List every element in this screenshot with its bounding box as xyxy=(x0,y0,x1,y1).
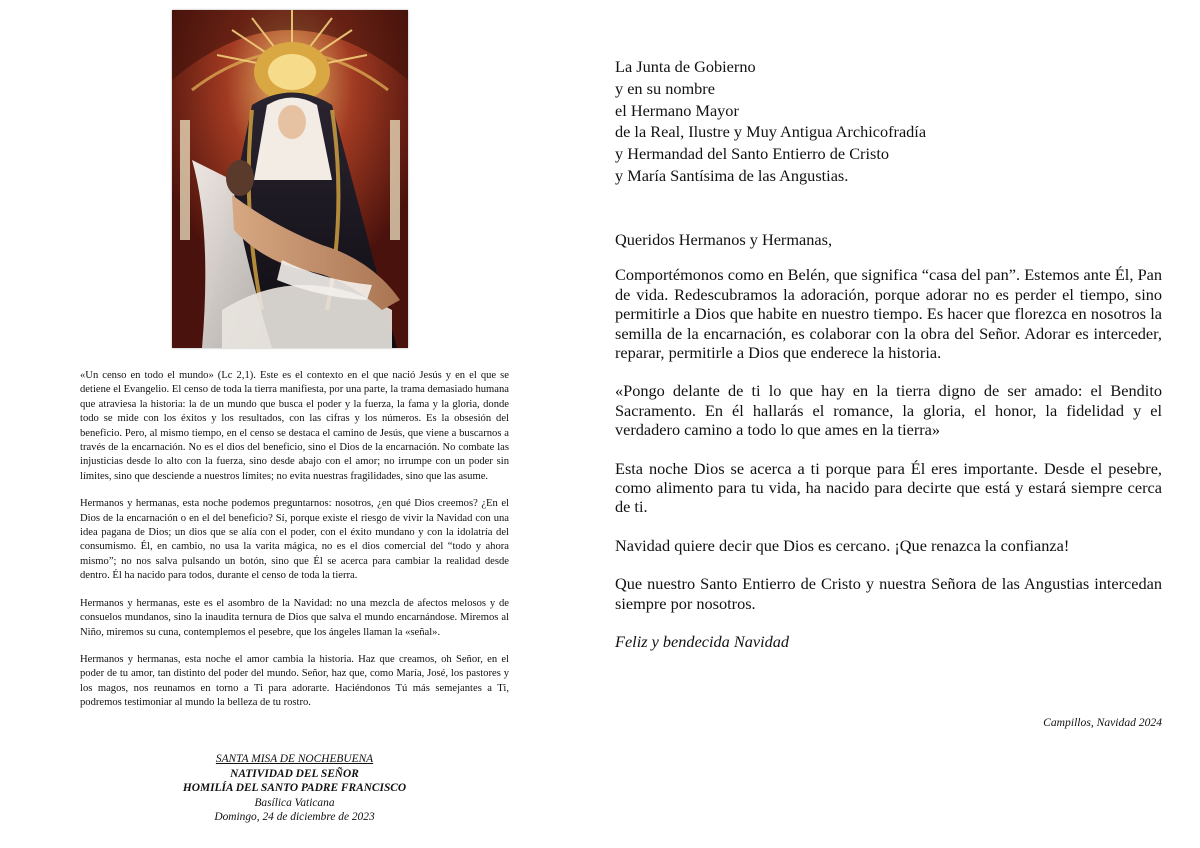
mass-title: SANTA MISA DE NOCHEBUENA xyxy=(215,753,374,765)
homily-author: HOMILÍA DEL SANTO PADRE FRANCISCO xyxy=(182,782,407,795)
letter-closing: Feliz y bendecida Navidad xyxy=(615,632,790,652)
header-line: La Junta de Gobierno xyxy=(615,57,756,76)
letter-greeting: Queridos Hermanos y Hermanas, xyxy=(615,230,833,249)
letter-header xyxy=(615,56,1175,187)
header-line: de la Real, Ilustre y Muy Antigua Archicofradía xyxy=(615,122,927,142)
homily-paragraph: Hermanos y hermanas, esta noche podemos preguntarnos: nosotros, ¿en qué Dios creemos? ¿En el Dios de la encarnación o en el del beneficio? Sí, porque existe el riesgo de vivir la Navidad con una idea pagana de Dios; un dios que se alía con el poder, con el éxito mundano y con la idolatría del consumismo. Él, en cambio, no usa la varita mágica, no es el dios comercial del “todo y ahora mismo”; no nos salva pulsando un botón, sino que Él se acerca para cambiar la realidad desde dentro. Él ha nacido para todos, durante el censo de toda la tierra. xyxy=(80,498,509,582)
feast-title: NATIVIDAD DEL SEÑOR xyxy=(230,767,359,780)
letter-body xyxy=(615,230,1162,671)
letter-paragraph: Navidad quiere decir que Dios es cercano. ¡Que renazca la confianza! xyxy=(615,535,1070,555)
pieta-procession-image-icon xyxy=(172,10,408,348)
letter-paragraph: Comportémonos como en Belén, que significa “casa del pan”. Estemos ante Él, Pan de vida. Redescubramos la adoración, porque adorar no es perder el tiempo, sino permitirle a Dios que habite en nuestro tiempo. Es hacer que florezca en nosotros la semilla de la encarnación, es colaborar con la obra del Señor. Adorar es interceder, reparar, permitirle a Dios que enderece la historia. xyxy=(615,265,1162,363)
header-line: y en su nombre xyxy=(615,78,715,98)
homily-paragraph: Hermanos y hermanas, este es el asombro de la Navidad: no una mezcla de afectos melosos y de consuelos mundanos, sino la inaudita ternura de Dios que salva el mundo encarnándose. Miremos al Niño, miremos su cuna, contemplemos el pesebre, que los ángeles llaman la «señal». xyxy=(80,597,509,638)
header-line: y María Santísima de las Angustias. xyxy=(615,165,849,185)
letter-paragraph: Esta noche Dios se acerca a ti porque para Él eres importante. Desde el pesebre, como alimento para tu vida, ha nacido para decirte que está y estará siempre cerca de ti. xyxy=(615,458,1162,517)
pieta-image xyxy=(172,10,408,348)
letter-paragraph: Que nuestro Santo Entierro de Cristo y nuestra Señora de las Angustias intercedan siempre por nosotros. xyxy=(615,574,1162,613)
homily-place: Basílica Vaticana xyxy=(254,796,335,809)
header-line: el Hermano Mayor xyxy=(615,100,739,120)
letter-paragraph: «Pongo delante de ti lo que hay en la tierra digno de ser amado: el Bendito Sacramento. En él hallarás el romance, la gloria, el honor, la fidelidad y el verdadero camino a todo lo que ames en la tierra» xyxy=(615,381,1162,440)
homily-paragraph: «Un censo en todo el mundo» (Lc 2,1). Este es el contexto en el que nació Jesús y en el que se detiene el Evangelio. El censo de toda la tierra manifiesta, por una parte, la trama demasiado humana que atraviesa la historia: la de un mundo que busca el poder y la fuerza, la fama y la gloria, donde todo se mide con los éxitos y los resultados, con las cifras y los números. Es la obsesión del beneficio. Pero, al mismo tiempo, en el censo se destaca el camino de Jesús, que viene a buscarnos a través de la encarnación. No es el dios del beneficio, sino el Dios de la encarnación. No combate las injusticias desde lo alto con la fuerza, sino desde abajo con el amor; no irrumpe con un poder sin límites, sino que desciende a nuestros límites; no evita nuestras fragilidades, sino que las asume. xyxy=(80,370,509,482)
homily-date: Domingo, 24 de diciembre de 2023 xyxy=(214,811,375,824)
homily-text xyxy=(80,369,509,724)
homily-paragraph: Hermanos y hermanas, esta noche el amor cambia la historia. Haz que creamos, oh Señor, en el poder de tu amor, tan distinto del poder del mundo. Señor, haz que, como María, José, los pastores y los magos, nos reunamos en torno a Ti para adorarte. Haciéndonos Tú más semejantes a Ti, podremos testimoniar al mundo la belleza de tu rostro. xyxy=(80,653,509,709)
header-line: y Hermandad del Santo Entierro de Cristo xyxy=(615,144,889,164)
place-date: Campillos, Navidad 2024 xyxy=(1043,716,1162,729)
homily-signature xyxy=(80,752,509,825)
